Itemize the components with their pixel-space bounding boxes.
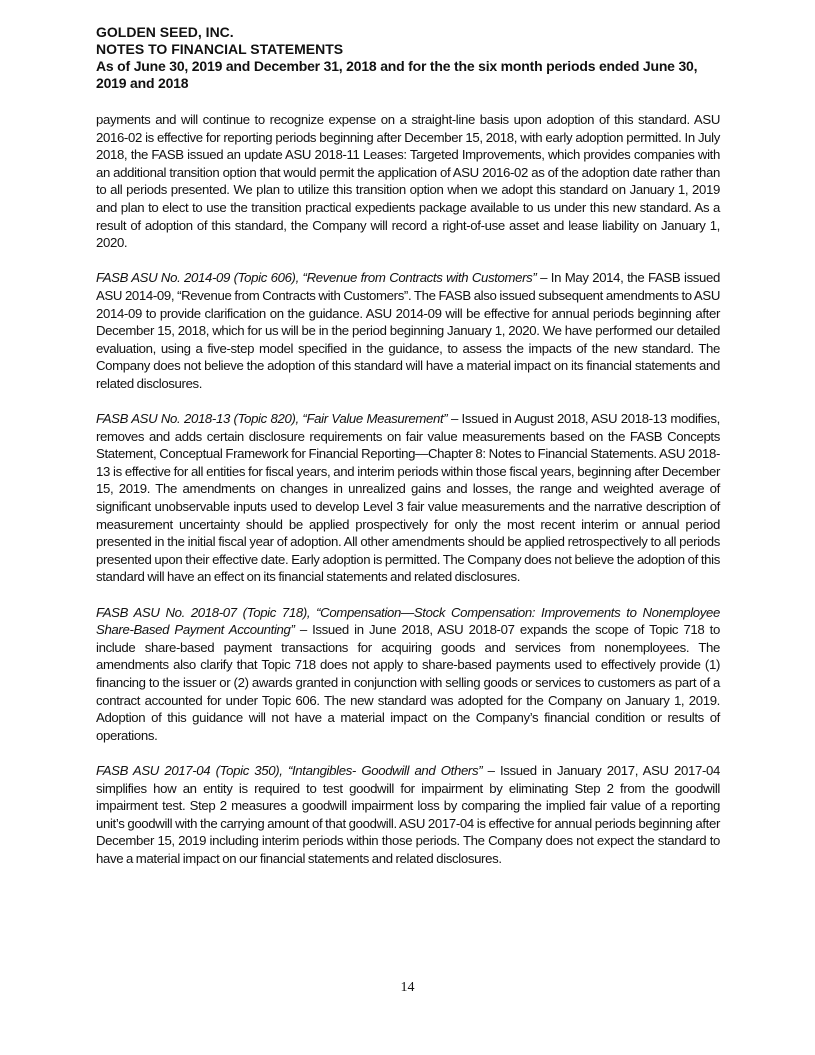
- paragraph-text: – Issued in August 2018, ASU 2018-13 modifies, removes and adds certain disclosure requirements on fair value measurements based on the FASB Concepts Statement, Conceptual Framework for Financial Reporting—Chapter 8: Notes to Financial Statements. ASU 2018-13 is effective for all entities for fiscal years, and interim periods within those fiscal years, beginning after December 15, 2019. The amendments on changes in unrealized gains and losses, the range and weighted average of significant unobservable inputs used to develop Level 3 fair value measurements and the narrative description of measurement uncertainty should be applied prospectively for only the most recent interim or annual period presented in the initial fiscal year of adoption. All other amendments should be applied retrospectively to all periods presented upon their effective date. Early adoption is permitted. The Company does not believe the adoption of this standard will have an effect on its financial statements and related disclosures.: [96, 411, 720, 585]
- paragraph-citation: FASB ASU No. 2014-09 (Topic 606), “Revenue from Contracts with Customers”: [96, 270, 537, 286]
- paragraph-citation: FASB ASU 2017-04 (Topic 350), “Intangibles- Goodwill and Others”: [96, 762, 483, 778]
- paragraph-text: – Issued in January 2017, ASU 2017-04 simplifies how an entity is required to test goodwill for impairment by eliminating Step 2 from the goodwill impairment test. Step 2 measures a goodwill impairment loss by comparing the implied fair value of a reporting unit’s goodwill with the carrying amount of that goodwill. ASU 2017-04 is effective for annual periods beginning after December 15, 2019 including interim periods within those periods. The Company does not expect the standard to have a material impact on our financial statements and related disclosures.: [96, 762, 720, 866]
- paragraph-text: – Issued in June 2018, ASU 2018-07 expands the scope of Topic 718 to include share-based payment transactions for acquiring goods and services from nonemployees. The amendments also clarify that Topic 718 does not apply to share-based payments used to effectively provide (1) financing to the issuer or (2) awards granted in conjunction with selling goods or services to customers as part of a contract accounted for under Topic 606. The new standard was adopted for the Company on January 1, 2019. Adoption of this guidance will not have a material impact on the Company’s financial condition or results of operations.: [96, 622, 720, 743]
- paragraph-text: – In May 2014, the FASB issued ASU 2014-09, “Revenue from Contracts with Customers”. The FASB also issued subsequent amendments to ASU 2014-09 to provide clarification on the guidance. ASU 2014-09 will be effective for annual periods beginning after December 15, 2018, which for us will be in the period beginning January 1, 2020. We have performed our detailed evaluation, using a five-step model specified in the guidance, to assess the impacts of the new standard. The Company does not believe the adoption of this standard will have a material impact on its financial statements and related disclosures.: [96, 270, 721, 391]
- paragraph-asu-2017-04: [96, 762, 720, 868]
- page-number: 14: [400, 980, 415, 995]
- period-description: As of June 30, 2019 and December 31, 2018 and for the the six month periods ended June 30, 2019 and 2018: [96, 58, 698, 91]
- document-page: [96, 24, 720, 885]
- paragraph-citation: FASB ASU No. 2018-07 (Topic 718), “Compensation—Stock Compensation: Improvements to Nonemployee Share-Based Payment Accounting”: [96, 604, 720, 638]
- document-body: [96, 111, 720, 868]
- statement-title: NOTES TO FINANCIAL STATEMENTS: [96, 41, 344, 57]
- paragraph-text: payments and will continue to recognize expense on a straight-line basis upon adoption of this standard. ASU 2016-02 is effective for reporting periods beginning after December 15, 2018, with early adoption permitted. In July 2018, the FASB issued an update ASU 2018-11 Leases: Targeted Improvements, which provides companies with an additional transition option that would permit the application of ASU 2016-02 as of the adoption date rather than to all periods presented. We plan to utilize this transition option when we adopt this standard on January 1, 2019 and plan to elect to use the transition practical expedients package available to us under this new standard. As a result of adoption of this standard, the Company will record a right-of-use asset and lease liability on January 1, 2020.: [96, 112, 720, 251]
- paragraph-citation: FASB ASU No. 2018-13 (Topic 820), “Fair Value Measurement”: [96, 411, 448, 427]
- paragraph-asu-2018-07: [96, 604, 720, 745]
- document-header: [96, 24, 720, 92]
- paragraph-lease-continuation: [96, 111, 720, 252]
- company-name: GOLDEN SEED, INC.: [96, 24, 234, 40]
- paragraph-asu-2014-09: [96, 269, 720, 392]
- paragraph-asu-2018-13: [96, 410, 720, 586]
